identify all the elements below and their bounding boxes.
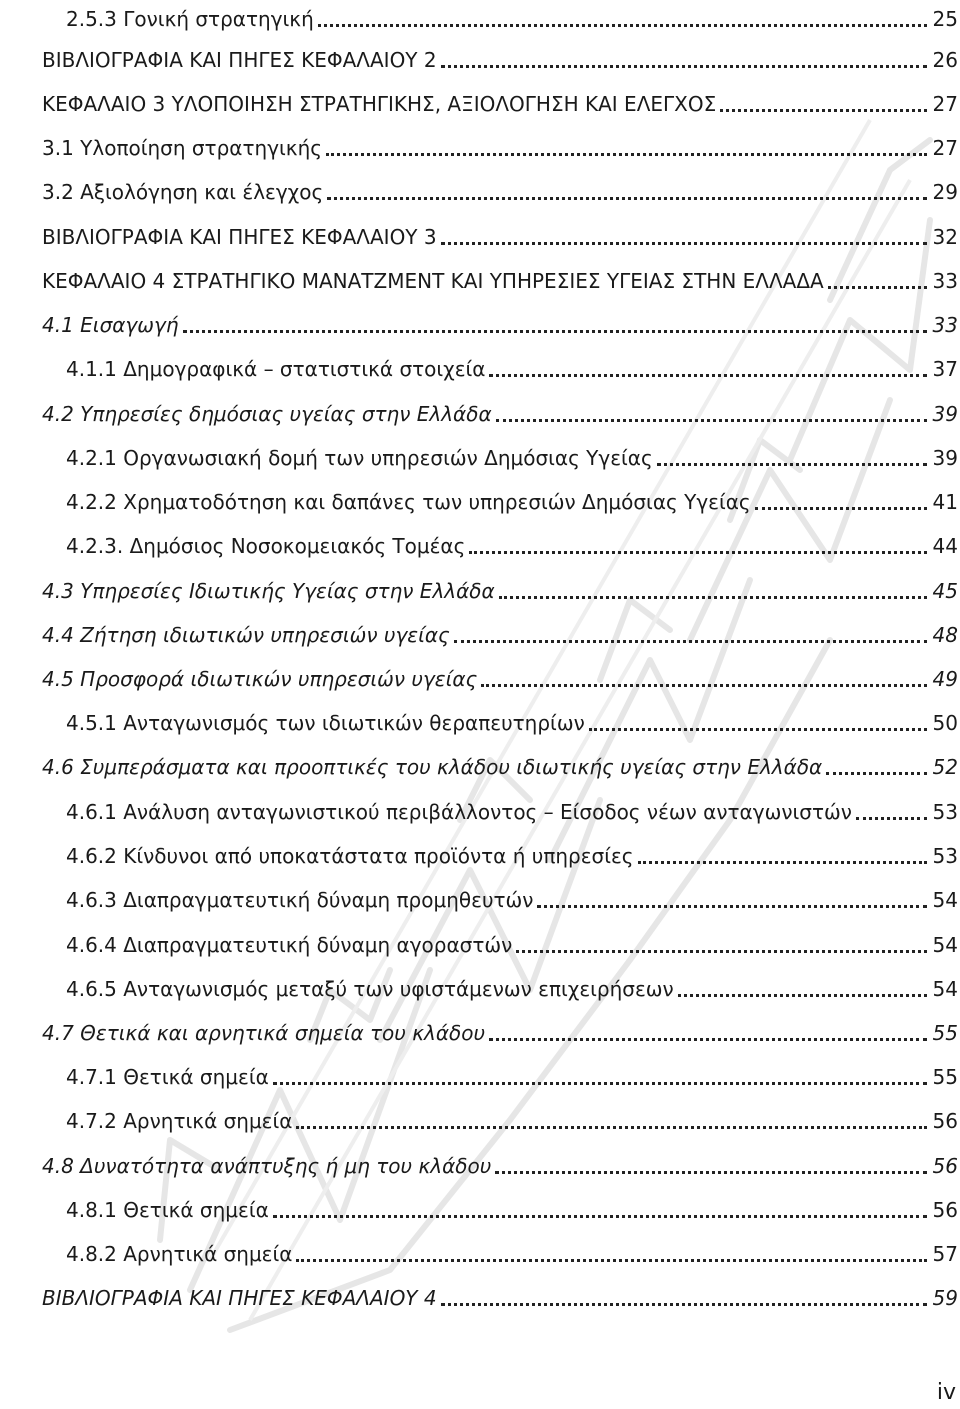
toc-entry-title: 4.8.1 Θετικά σημεία [66,1198,269,1222]
toc-entry[interactable] [42,395,958,427]
toc-entry-title: 4.2.1 Οργανωσιακή δομή των υπηρεσιών Δημόσιας Υγείας [66,446,653,470]
toc-entry-page: 41 [932,490,958,514]
toc-entry[interactable] [42,262,958,294]
toc-entry-page: 55 [932,1065,958,1089]
dot-leader [516,949,926,953]
toc-entry[interactable] [66,350,958,382]
toc-entry-page: 29 [932,180,958,204]
toc-entry-title: ΚΕΦΑΛΑΙΟ 4 ΣΤΡΑΤΗΓΙΚΟ ΜΑΝΑΤΖΜΕΝΤ ΚΑΙ ΥΠΗΡΕΣΙΕΣ ΥΓΕΙΑΣ ΣΤΗΝ ΕΛΛΑΔΑ [42,269,824,293]
toc-entry-title: 4.8.2 Αρνητικά σημεία [66,1242,293,1266]
toc-entry-title: 4.6.1 Ανάλυση ανταγωνιστικού περιβάλλοντος – Είσοδος νέων ανταγωνιστών [66,800,852,824]
dot-leader [489,1037,926,1041]
toc-entry-title: 2.5.3 Γονική στρατηγική [66,7,314,31]
toc-entry-page: 57 [932,1242,958,1266]
toc-entry-page: 25 [932,7,958,31]
toc-entry-title: 4.1.1 Δημογραφικά – στατιστικά στοιχεία [66,357,486,381]
toc-entry-title: ΒΙΒΛΙΟΓΡΑΦΙΑ ΚΑΙ ΠΗΓΕΣ ΚΕΦΑΛΑΙΟΥ 2 [42,48,437,72]
toc-entry-page: 37 [932,357,958,381]
toc-entry-page: 53 [932,800,958,824]
toc-entry[interactable] [42,1279,958,1311]
toc-entry[interactable] [66,970,958,1002]
toc-entry-page: 39 [932,446,958,470]
dot-leader [495,1170,926,1174]
toc-entry-page: 52 [932,755,958,779]
toc-entry[interactable] [42,306,958,338]
dot-leader [489,373,926,377]
toc-entry-page: 56 [932,1154,958,1178]
toc-entry[interactable] [66,439,958,471]
toc-entry-title: 4.8 Δυνατότητα ανάπτυξης ή μη του κλάδου [42,1154,492,1178]
dot-leader [826,771,926,775]
dot-leader [318,23,927,27]
toc-entry[interactable] [66,1058,958,1090]
toc-entry-title: ΒΙΒΛΙΟΓΡΑΦΙΑ ΚΑΙ ΠΗΓΕΣ ΚΕΦΑΛΑΙΟΥ 4 [42,1286,437,1310]
dot-leader [183,329,927,333]
dot-leader [638,860,927,864]
dot-leader [441,64,927,68]
toc-entry[interactable] [66,527,958,559]
toc-entry-title: 4.3 Υπηρεσίες Ιδιωτικής Υγείας στην Ελλάδα [42,579,495,603]
dot-leader [537,904,926,908]
toc-entry[interactable] [66,837,958,869]
toc-entry-page: 55 [932,1021,958,1045]
toc-entry-page: 33 [932,269,958,293]
toc-entry-page: 54 [932,933,958,957]
dot-leader [856,816,927,820]
toc-entry[interactable] [42,85,958,117]
dot-leader [296,1125,926,1129]
toc-entry[interactable] [42,572,958,604]
dot-leader [481,683,926,687]
toc-entry-page: 48 [932,623,958,647]
toc-entry[interactable] [42,173,958,205]
toc-entry[interactable] [66,704,958,736]
toc-entry-title: 4.5 Προσφορά ιδιωτικών υπηρεσιών υγείας [42,667,478,691]
toc-entry[interactable] [66,881,958,913]
toc-entry[interactable] [66,1102,958,1134]
toc-entry[interactable] [42,660,958,692]
toc-entry-title: 4.1 Εισαγωγή [42,313,179,337]
toc-entry[interactable] [66,793,958,825]
dot-leader [499,595,927,599]
toc-entry-title: 4.6.3 Διαπραγματευτική δύναμη προμηθευτών [66,888,534,912]
toc-entry-page: 54 [932,888,958,912]
toc-entry-title: 4.6.2 Κίνδυνοι από υποκατάστατα προϊόντα ή υπηρεσίες [66,844,634,868]
toc-entry-title: 3.1 Υλοποίηση στρατηγικής [42,136,322,160]
toc-entry-title: 4.4 Ζήτηση ιδιωτικών υπηρεσιών υγείας [42,623,450,647]
page-number: iv [936,1380,956,1405]
toc-entry[interactable] [42,1147,958,1179]
dot-leader [296,1258,926,1262]
toc-entry-page: 26 [932,48,958,72]
toc-entry-title: 4.2 Υπηρεσίες δημόσιας υγείας στην Ελλάδα [42,402,492,426]
toc-entry-page: 49 [932,667,958,691]
dot-leader [327,196,926,200]
dot-leader [441,1302,927,1306]
dot-leader [496,418,927,422]
dot-leader [828,285,927,289]
toc-entry-page: 53 [932,844,958,868]
toc-entry[interactable] [42,218,958,250]
toc-entry-title: 4.7.1 Θετικά σημεία [66,1065,269,1089]
toc-entry-title: 4.6.5 Ανταγωνισμός μεταξύ των υφιστάμενων επιχειρήσεων [66,977,674,1001]
toc-entry-title: 4.7 Θετικά και αρνητικά σημεία του κλάδου [42,1021,486,1045]
dot-leader [720,108,926,112]
toc-entry-page: 54 [932,977,958,1001]
toc-entry-title: 4.6.4 Διαπραγματευτική δύναμη αγοραστών [66,933,513,957]
dot-leader [755,506,927,510]
dot-leader [273,1214,927,1218]
toc-entry-title: 4.2.3. Δημόσιος Νοσοκομειακός Τομέας [66,534,466,558]
dot-leader [469,550,926,554]
toc-entry-page: 33 [932,313,958,337]
toc-entry-page: 32 [932,225,958,249]
toc-entry-title: 4.2.2 Χρηματοδότηση και δαπάνες των υπηρεσιών Δημόσιας Υγείας [66,490,751,514]
toc-entry-title: 4.5.1 Ανταγωνισμός των ιδιωτικών θεραπευτηρίων [66,711,585,735]
dot-leader [273,1081,927,1085]
toc-entry[interactable] [42,129,958,161]
toc-entry-page: 59 [932,1286,958,1310]
toc-entry-page: 45 [932,579,958,603]
toc-entry[interactable] [66,0,958,32]
dot-leader [454,639,927,643]
toc-entry-page: 50 [932,711,958,735]
toc-entry-title: 4.6 Συμπεράσματα και προοπτικές του κλάδου ιδιωτικής υγείας στην Ελλάδα [42,755,823,779]
dot-leader [441,241,927,245]
toc-entry-page: 27 [932,136,958,160]
toc-entry-page: 27 [932,92,958,116]
toc-entry[interactable] [66,1191,958,1223]
toc-entry-page: 39 [932,402,958,426]
toc-entry-page: 56 [932,1198,958,1222]
toc-entry-page: 56 [932,1109,958,1133]
toc-entry-title: ΒΙΒΛΙΟΓΡΑΦΙΑ ΚΑΙ ΠΗΓΕΣ ΚΕΦΑΛΑΙΟΥ 3 [42,225,437,249]
toc-entry-title: 4.7.2 Αρνητικά σημεία [66,1109,293,1133]
dot-leader [326,152,927,156]
toc-entry[interactable] [42,1014,958,1046]
toc-entry[interactable] [66,1235,958,1267]
dot-leader [589,727,927,731]
toc-entry[interactable] [66,483,958,515]
toc-entry-title: ΚΕΦΑΛΑΙΟ 3 ΥΛΟΠΟΙΗΣΗ ΣΤΡΑΤΗΓΙΚΗΣ, ΑΞΙΟΛΟΓΗΣΗ ΚΑΙ ΕΛΕΓΧΟΣ [42,92,717,116]
dot-leader [657,462,927,466]
dot-leader [678,993,927,997]
toc-entry[interactable] [66,926,958,958]
toc-entry[interactable] [42,616,958,648]
toc-entry-title: 3.2 Αξιολόγηση και έλεγχος [42,180,324,204]
toc-entry[interactable] [42,41,958,73]
toc-entry-page: 44 [932,534,958,558]
toc-entry[interactable] [42,748,958,780]
